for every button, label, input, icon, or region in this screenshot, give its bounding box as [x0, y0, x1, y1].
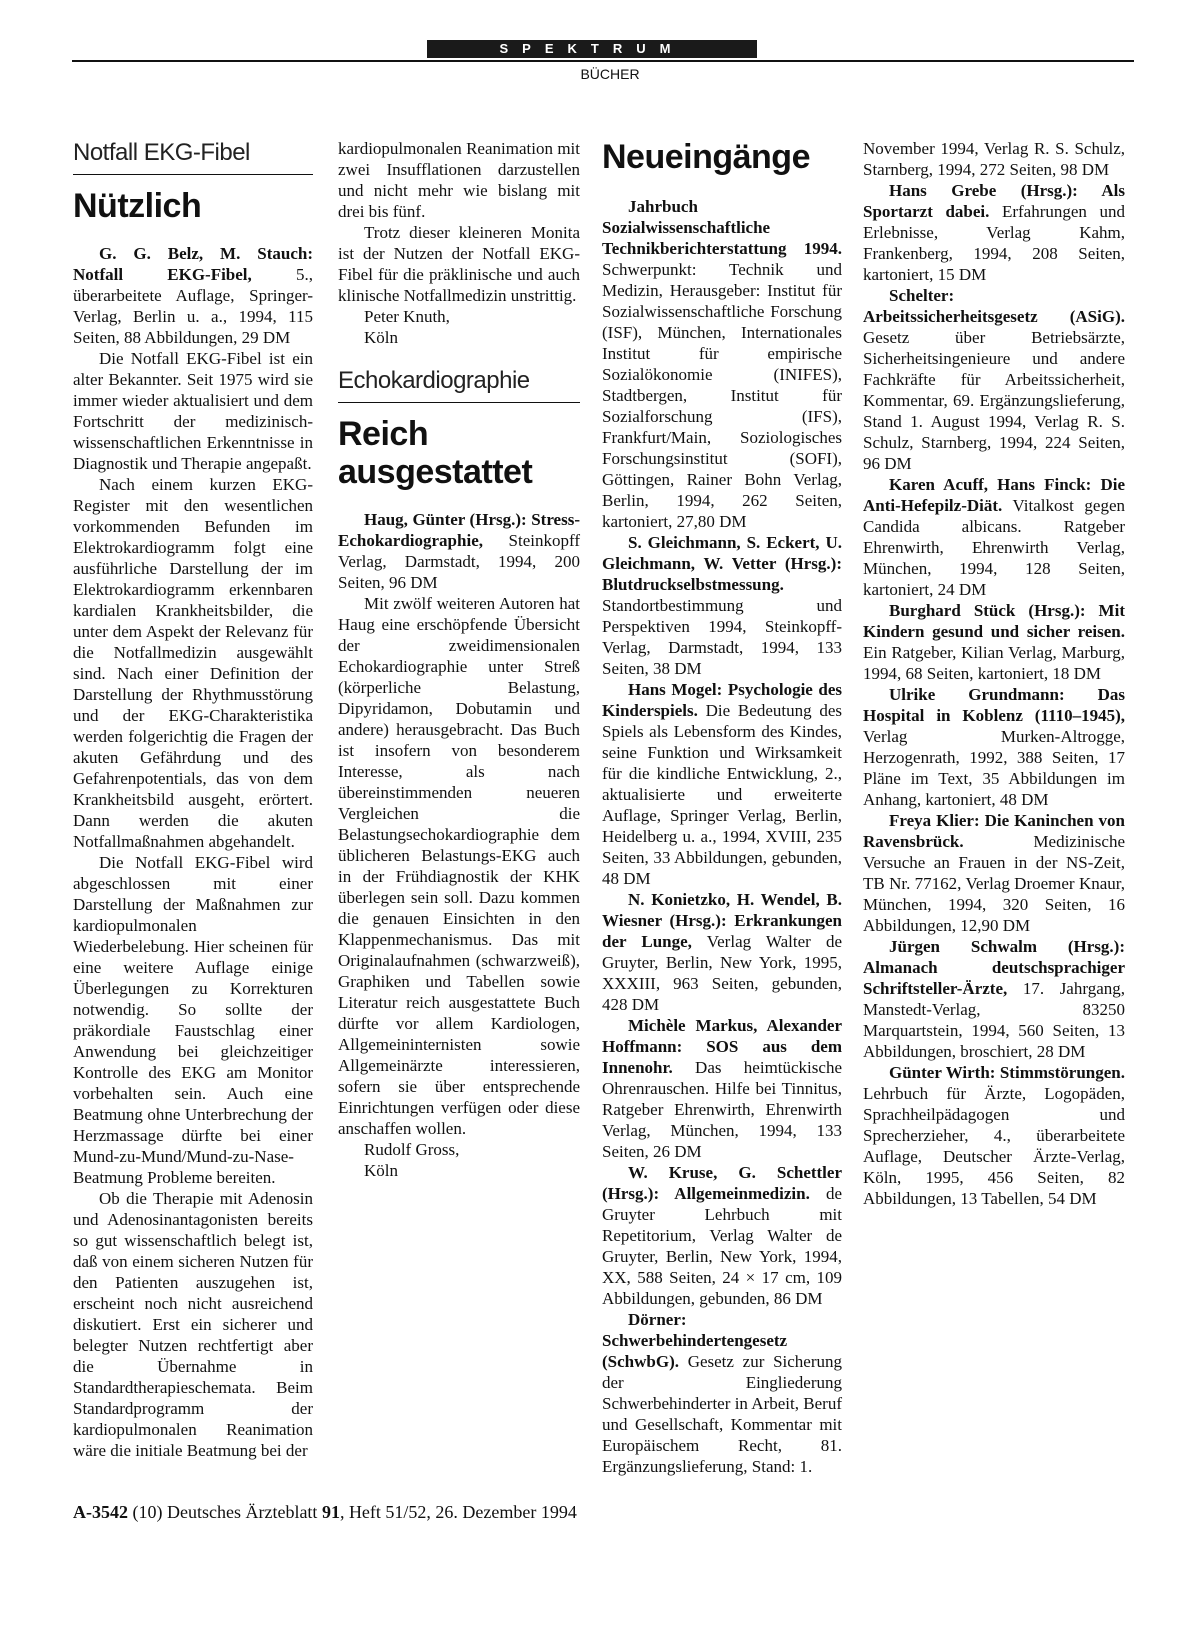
- entry-title: Günter Wirth: Stimmstörungen.: [889, 1063, 1125, 1082]
- list-item: [863, 936, 1125, 1062]
- entries-list-a: [602, 196, 842, 1477]
- entry-title: S. Gleichmann, S. Eckert, U. Gleichmann, W. Vetter (Hrsg.): Blutdruckselbstmessung.: [602, 533, 842, 594]
- column-1: [73, 138, 313, 1461]
- entry-title: Hans Grebe (Hrsg.): Als Sportarzt dabei.: [863, 181, 1125, 221]
- entry-details: Ein Ratgeber, Kilian Verlag, Marburg, 1994, 68 Seiten, kartoniert, 18 DM: [863, 643, 1125, 683]
- entry-title: N. Konietzko, H. Wendel, B. Wiesner (Hrsg.): Erkrankungen der Lunge,: [602, 890, 842, 951]
- entry-details: Gesetz zur Sicherung der Eingliederung Schwerbehinderter in Arbeit, Beruf und Gesellschaft, Kommentar mit Europäischem Recht, 81. Ergänzungslieferung, Stand: 1.: [602, 1352, 842, 1476]
- entry-title: Dörner: Schwerbehindertengesetz (SchwbG).: [602, 1310, 788, 1371]
- entry-details: Erfahrungen und Erlebnisse, Verlag Kahm, Frankenberg, 1994, 208 Seiten, kartoniert, 15 DM: [863, 202, 1125, 284]
- page-footer: [73, 1502, 577, 1523]
- list-item: [602, 1309, 842, 1477]
- review2-headline: Reich ausgestattet: [338, 415, 533, 491]
- review1-paragraph: Ob die Therapie mit Adenosin und Adenosinantagonisten bereits so gut wissenschaftlich belegt ist, daß von einem sicheren Nutzen für den Patienten auszugehen ist, erscheint noch nicht ausreichend diskutiert. Erst ein sicherer und belegter Nutzen rechtfertigt aber die Übernahme in Standardtherapieschemata. Beim Standardprogramm der kardiopulmonalen Reanimation wäre die initiale Beatmung bei der: [73, 1189, 313, 1460]
- section-banner: SPEKTRUM: [427, 40, 757, 58]
- entry-title: Burghard Stück (Hrsg.): Mit Kindern gesund und sicher reisen.: [863, 601, 1125, 641]
- entry-details: de Gruyter Lehrbuch mit Repetitorium, Verlag Walter de Gruyter, Berlin, New York, 1994, XX, 588 Seiten, 24 × 17 cm, 109 Abbildungen, gebunden, 86 DM: [602, 1184, 842, 1308]
- entry-title: W. Kruse, G. Schettler (Hrsg.): Allgemeinmedizin.: [602, 1163, 842, 1203]
- footer-citation-post: , Heft 51/52, 26. Dezember 1994: [339, 1502, 577, 1522]
- review2-citation: [338, 509, 580, 593]
- review1-paragraph: kardiopulmonalen Reanimation mit zwei Insufflationen darzustellen und nicht mehr wie bislang mit drei bis fünf.: [338, 139, 580, 221]
- review2-paragraph: Mit zwölf weiteren Autoren hat Haug eine erschöpfende Übersicht der zweidimensionalen Echokardiographie unter Streß (körperliche Belastung, Dipyridamon, Dobutamin und andere) herausgebracht. Das Buch ist insofern von besonderem Interesse, als nach übereinstimmenden neueren Vergleichen die Belastungsechokardiographie dem üblicheren Belastungs-EKG auch in der Frühdiagnostik der KHK überlegen sein soll. Dazu kommen die genauen Einsichten in den Klappenmechanismus. Das mit Originalaufnahmen (schwarzweiß), Graphiken und Tabellen sowie Literatur reich ausgestattete Buch dürfte vor allem Kardiologen, Allgemeininternisten sowie Allgemeinärzte interessieren, sofern sie über entsprechende Einrichtungen verfügen oder diese anschaffen wollen.: [338, 594, 580, 1138]
- review1-citation: [73, 243, 313, 348]
- column-3: [602, 138, 842, 1477]
- column-4: [863, 138, 1125, 1209]
- list-item: November 1994, Verlag R. S. Schulz, Starnberg, 1994, 272 Seiten, 98 DM: [863, 139, 1125, 179]
- footer-citation-pre: (10) Deutsches Ärzteblatt: [128, 1502, 322, 1522]
- entry-title: Hans Mogel: Psychologie des Kinderspiels.: [602, 680, 842, 720]
- list-item: [863, 684, 1125, 810]
- entry-title: Ulrike Grundmann: Das Hospital in Koblenz (1110–1945),: [863, 685, 1125, 725]
- review1-paragraph: Trotz dieser kleineren Monita ist der Nutzen der Notfall EKG-Fibel für die präklinische und auch klinische Notfallmedizin unstrittig.: [338, 223, 580, 305]
- entry-title: Freya Klier: Die Kaninchen von Ravensbrück.: [863, 811, 1125, 851]
- footer-volume: 91: [321, 1502, 340, 1522]
- review2-citation-rest: Steinkopff Verlag, Darmstadt, 1994, 200 Seiten, 96 DM: [338, 531, 580, 592]
- list-item: [863, 474, 1125, 600]
- list-item: [863, 810, 1125, 936]
- list-item: [863, 1062, 1125, 1209]
- page-number: A-3542: [73, 1502, 128, 1522]
- entry-title: Michèle Markus, Alexander Hoffmann: SOS aus dem Innenohr.: [602, 1016, 842, 1077]
- entry-title: Karen Acuff, Hans Finck: Die Anti-Hefepilz-Diät.: [863, 475, 1125, 515]
- list-item: [602, 532, 842, 679]
- header-rule: [72, 60, 1134, 62]
- list-item: [602, 889, 842, 1015]
- review2-kicker: Echokardiographie: [338, 366, 580, 403]
- review1-kicker: Notfall EKG-Fibel: [73, 138, 313, 175]
- list-item: [602, 196, 842, 532]
- review1-paragraph: Die Notfall EKG-Fibel ist ein alter Bekannter. Seit 1975 wird sie immer wieder aktualisiert und dem Fortschritt der medizinisch-wissenschaftlichen Erkenntnisse in Diagnostik und Therapie angepaßt.: [73, 349, 313, 473]
- subsection-label: BÜCHER: [580, 66, 640, 82]
- list-item: [602, 679, 842, 889]
- list-item: [863, 180, 1125, 285]
- entry-title: Schelter: Arbeitssicherheitsgesetz (ASiG).: [863, 286, 1125, 326]
- entry-title: Jürgen Schwalm (Hrsg.): Almanach deutschsprachiger Schriftsteller-Ärzte,: [863, 937, 1125, 998]
- entry-details: Verlag Murken-Altrogge, Herzogenrath, 1992, 388 Seiten, 17 Pläne im Text, 35 Abbildungen im Anhang, kartoniert, 48 DM: [863, 727, 1125, 809]
- column-2: [338, 138, 580, 1181]
- list-item: [863, 285, 1125, 474]
- review1-headline: Nützlich: [73, 187, 202, 225]
- entry-details: Medizinische Versuche an Frauen in der NS-Zeit, TB Nr. 77162, Verlag Droemer Knaur, München, 1994, 320 Seiten, 16 Abbildungen, 12,90 DM: [863, 832, 1125, 935]
- neueingaenge-headline: Neueingänge: [602, 138, 810, 176]
- review2-author-city: Köln: [364, 1161, 398, 1180]
- review1-author-name: Peter Knuth,: [364, 307, 450, 326]
- entry-details: Das heimtückische Ohrenrauschen. Hilfe bei Tinnitus, Ratgeber Ehrenwirth, Ehrenwirth Verlag, München, 1994, 133 Seiten, 26 DM: [602, 1058, 842, 1161]
- entry-details: Standortbestimmung und Perspektiven 1994, Steinkopff-Verlag, Darmstadt, 1994, 133 Seiten, 38 DM: [602, 596, 842, 678]
- review1-continuation: [338, 138, 580, 222]
- entry-details: Gesetz über Betriebsärzte, Sicherheitsingenieure und andere Fachkräfte für Arbeitssicherheit, Kommentar, 69. Ergänzungslieferung, Stand 1. August 1994, Verlag R. S. Schulz, Starnberg, 1994, 224 Seiten, 96 DM: [863, 328, 1125, 473]
- review1-citation-rest: 5., überarbeitete Auflage, Springer-Verlag, Berlin u. a., 1994, 115 Seiten, 88 Abbildungen, 29 DM: [73, 265, 314, 347]
- entry-details: Schwerpunkt: Technik und Medizin, Herausgeber: Institut für Sozialwissenschaftliche Forschung (ISF), München, Internationales Institut für empirische Sozialökonomie (INIFES), Stadtbergen, Institut für Sozialforschung (IFS), Frankfurt/Main, Soziologisches Forschungsinstitut (SOFI), Göttingen, Rainer Bohn Verlag, Berlin, 1994, 262 Seiten, kartoniert, 27,80 DM: [602, 260, 842, 531]
- entry-details: 17. Jahrgang, Manstedt-Verlag, 83250 Marquartstein, 1994, 560 Seiten, 13 Abbildungen, broschiert, 28 DM: [863, 979, 1125, 1061]
- entry-details: Verlag Walter de Gruyter, Berlin, New York, 1995, XXXIII, 963 Seiten, gebunden, 428 DM: [602, 932, 842, 1014]
- review1-paragraph: Nach einem kurzen EKG-Register mit den wesentlichen vorkommenden Befunden im Elektrokardiogramm folgt eine ausführliche Darstellung der im Elektrokardiogramm erkennbaren kardialen Krankheitsbilder, die unter dem Aspekt der Relevanz für die Notfallmedizin ausgewählt sind. Nach einer Definition der Darstellung der Rhythmusstörung und der EKG-Charakteristika werden folgerichtig die Fragen der akuten Gefährdung und des Gefahrenpotentials, das von dem Krankheitsbild ausgeht, erörtert. Dann werden die akuten Notfallmaßnahmen abgehandelt.: [73, 475, 313, 851]
- review1-author-city: Köln: [364, 328, 398, 347]
- review2-citation-bold: Haug, Günter (Hrsg.): Stress-Echokardiographie,: [338, 510, 580, 550]
- review1-citation-bold: G. G. Belz, M. Stauch: Notfall EKG-Fibel,: [73, 244, 313, 284]
- entry-details: Lehrbuch für Ärzte, Logopäden, Sprachheilpädagogen und Sprecherzieher, 4., überarbeitete Auflage, Deutscher Ärzte-Verlag, Köln, 1995, 456 Seiten, 82 Abbildungen, 13 Tabellen, 54 DM: [863, 1084, 1125, 1208]
- entry-details: Die Bedeutung des Spiels als Lebensform des Kindes, seine Funktion und Wirksamkeit für die kindliche Entwicklung, 2., aktualisierte und erweiterte Auflage, Springer Verlag, Berlin, Heidelberg u. a., 1994, XVIII, 235 Seiten, 33 Abbildungen, gebunden, 48 DM: [602, 701, 842, 888]
- review2-author-name: Rudolf Gross,: [364, 1140, 460, 1159]
- entry-details: Vitalkost gegen Candida albicans. Ratgeber Ehrenwirth, Ehrenwirth Verlag, München, 1994, 128 Seiten, kartoniert, 24 DM: [863, 496, 1125, 599]
- entry-title: Jahrbuch Sozialwissenschaftliche Technikberichterstattung 1994.: [602, 197, 842, 258]
- list-item: [602, 1162, 842, 1309]
- review1-paragraph: Die Notfall EKG-Fibel wird abgeschlossen mit einer Darstellung der Maßnahmen zur kardiopulmonalen Wiederbelebung. Hier scheinen für eine weitere Auflage einige Überlegungen zu Korrekturen notwendig. So sollte der präkordiale Faustschlag einer Anwendung bei gleichzeitiger Kontrolle des EKG am Monitor vorbehalten sein. Auch eine Beatmung ohne Unterbrechung der Herzmassage dürfte bei einer Mund-zu-Mund/Mund-zu-Nase-Beatmung Probleme bereiten.: [73, 853, 313, 1187]
- list-item: [863, 600, 1125, 684]
- list-item: [602, 1015, 842, 1162]
